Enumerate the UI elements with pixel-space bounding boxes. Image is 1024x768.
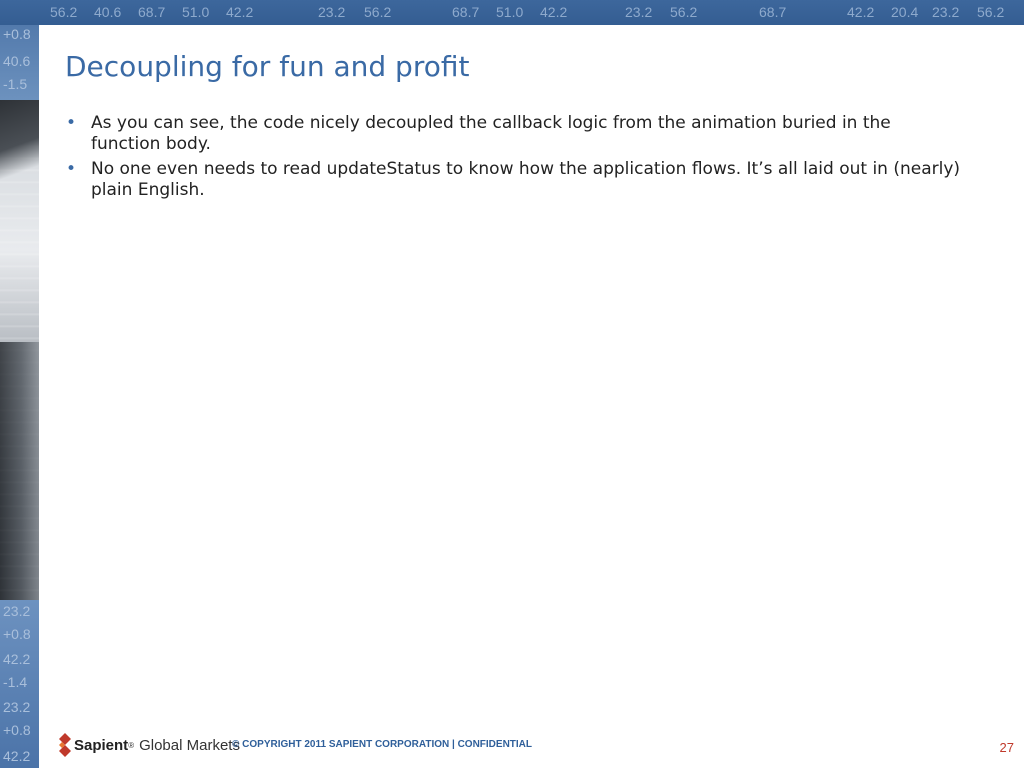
ticker-value: 42.2 — [847, 4, 875, 20]
side-tick: 40.6 — [3, 53, 31, 69]
ticker-value: 20.4 — [891, 4, 919, 20]
ticker-value: 42.2 — [540, 4, 568, 20]
registered-mark: ® — [128, 740, 135, 750]
top-ticker-banner — [0, 0, 1024, 25]
sapient-s-logo-icon — [59, 733, 71, 757]
side-tick: 42.2 — [3, 651, 31, 667]
bullet-marker: • — [66, 113, 77, 133]
side-tick: +0.8 — [3, 722, 31, 738]
side-tick: +0.8 — [3, 26, 31, 42]
side-tick: 42.2 — [3, 748, 31, 764]
bullet-text: No one even needs to read updateStatus to know how the application flows. It’s all laid out in (nearly) plain English. — [91, 159, 961, 200]
building-image — [0, 100, 39, 602]
ticker-value: 23.2 — [932, 4, 960, 20]
ticker-value: 42.2 — [226, 4, 254, 20]
logo-sapient-text: Sapient — [74, 736, 129, 754]
ticker-value: 68.7 — [452, 4, 480, 20]
building-shadow-top — [0, 100, 39, 200]
ticker-value: 23.2 — [625, 4, 653, 20]
copyright-notice: © COPYRIGHT 2011 SAPIENT CORPORATION | CONFIDENTIAL — [232, 739, 533, 750]
ticker-value: 51.0 — [182, 4, 210, 20]
bullet-marker: • — [66, 159, 77, 179]
ticker-value: 56.2 — [364, 4, 392, 20]
ticker-value: 68.7 — [138, 4, 166, 20]
building-shadow-bottom — [0, 342, 39, 602]
slide-title: Decoupling for fun and profit — [65, 50, 470, 83]
bullet-item — [65, 113, 965, 155]
page-number: 27 — [999, 740, 1014, 755]
ticker-value: 56.2 — [670, 4, 698, 20]
left-decorative-band — [0, 0, 39, 768]
side-tick: -1.4 — [3, 674, 28, 690]
ticker-value: 56.2 — [977, 4, 1005, 20]
ticker-value: 23.2 — [318, 4, 346, 20]
sapient-logo — [59, 733, 240, 757]
bullet-list — [65, 113, 965, 205]
side-tick: 23.2 — [3, 699, 31, 715]
ticker-value: 56.2 — [50, 4, 78, 20]
logo-global-markets-text: Global Markets — [139, 736, 240, 754]
side-tick: 23.2 — [3, 603, 31, 619]
side-tick: +0.8 — [3, 626, 31, 642]
ticker-value: 51.0 — [496, 4, 524, 20]
bullet-item — [65, 159, 965, 201]
ticker-value: 68.7 — [759, 4, 787, 20]
side-tick: -1.5 — [3, 76, 28, 92]
ticker-value: 40.6 — [94, 4, 122, 20]
bullet-text: As you can see, the code nicely decoupled the callback logic from the animation buried in the function body. — [91, 113, 891, 154]
